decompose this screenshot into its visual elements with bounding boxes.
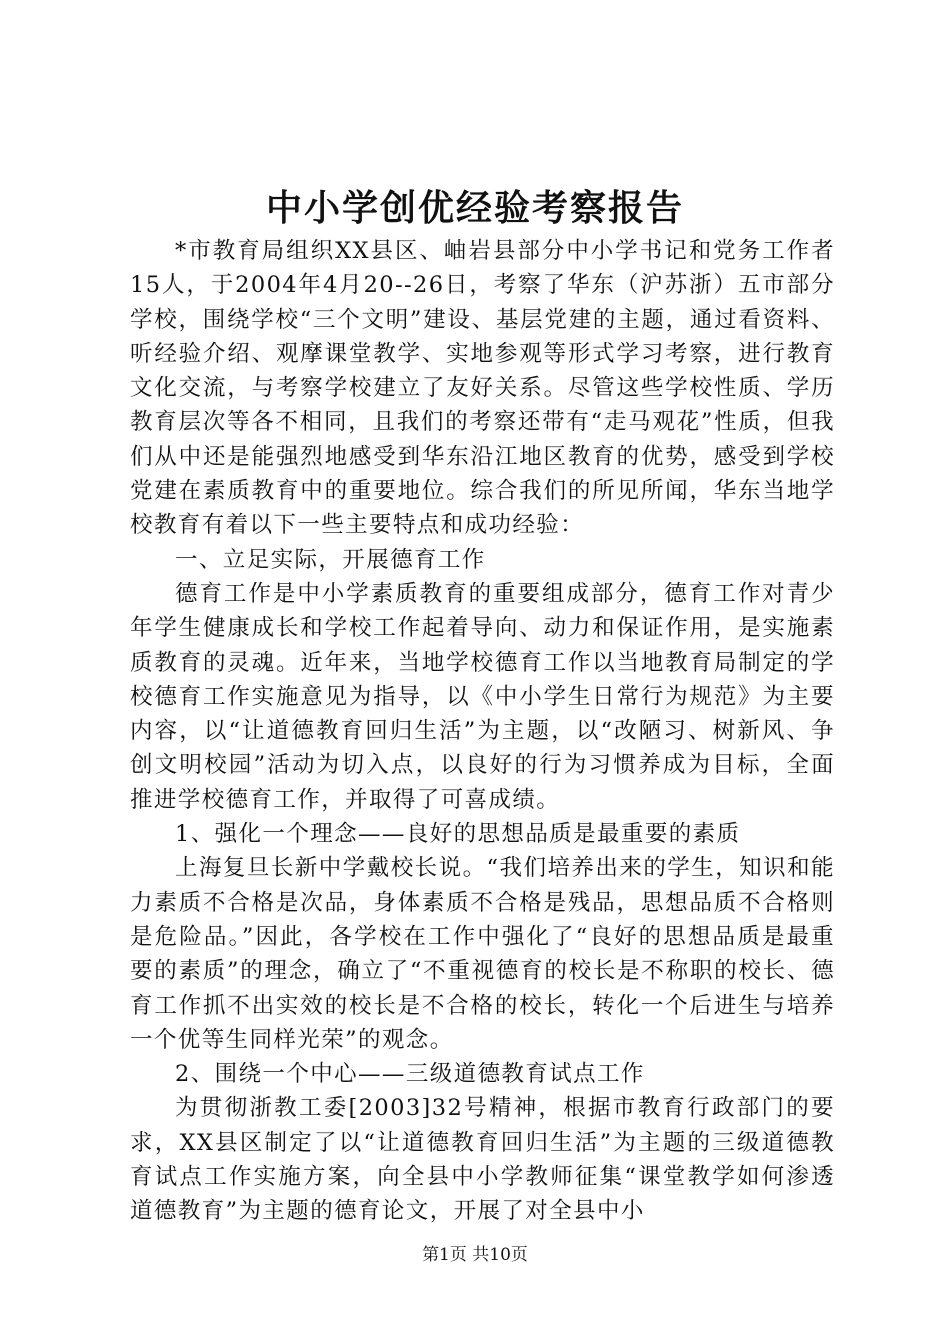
paragraph-principal-quote: 上海复旦长新中学戴校长说。“我们培养出来的学生，知识和能力素质不合格是次品，身体素质不合格是残品，思想品质不合格则是危险品。”因此，各学校在工作中强化了“良好的思想品质是最重要的素质”的理念，确立了“不重视德育的校长是不称职的校长、德育工作抓不出实效的校长是不合格的校长，转化一个后进生与培养一个优等生同样光荣”的观念。 xyxy=(130,855,835,1053)
paragraph-pilot-work: 为贯彻浙教工委[2003]32号精神，根据市教育行政部门的要求，XX县区制定了以“让道德教育回归生活”为主题的三级道德教育试点工作实施方案，向全县中小学教师征集“课堂教学如何渗透道德教育”为主题的德育论文，开展了对全县中小 xyxy=(130,1095,835,1225)
paragraph-moral-education: 德育工作是中小学素质教育的重要组成部分，德育工作对青少年学生健康成长和学校工作起着导向、动力和保证作用，是实施素质教育的灵魂。近年来，当地学校德育工作以当地教育局制定的学校德育工作实施意见为指导，以《中小学生日常行为规范》为主要内容，以“让道德教育回归生活”为主题，以“改陋习、树新风、争创文明校园”活动为切入点，以良好的行为习惯养成为目标，全面推进学校德育工作，并取得了可喜成绩。 xyxy=(130,580,835,813)
document-title: 中小学创优经验考察报告 xyxy=(265,187,684,229)
subsection-heading-1: 1、强化一个理念——良好的思想品质是最重要的素质 xyxy=(175,821,741,848)
paragraph-intro: *市教育局组织XX县区、岫岩县部分中小学书记和党务工作者15人，于2004年4月20--26日，考察了华东（沪苏浙）五市部分学校，围绕学校“三个文明”建设、基层党建的主题，通过看资料、听经验介绍、观摩课堂教学、实地参观等形式学习考察，进行教育文化交流，与考察学校建立了友好关系。尽管这些学校性质、学历教育层次等各不相同，且我们的考察还带有“走马观花”性质，但我们从中还是能强烈地感受到华东沿江地区教育的优势，感受到学校党建在素质教育中的重要地位。综合我们的所见所闻，华东当地学校教育有着以下一些主要特点和成功经验： xyxy=(130,238,835,539)
document-body xyxy=(130,234,835,1229)
page-footer: 第1页 共10页 xyxy=(422,1245,528,1265)
section-heading-1: 一、立足实际，开展德育工作 xyxy=(175,546,486,573)
subsection-heading-2: 2、围绕一个中心——三级道德教育试点工作 xyxy=(175,1061,645,1088)
